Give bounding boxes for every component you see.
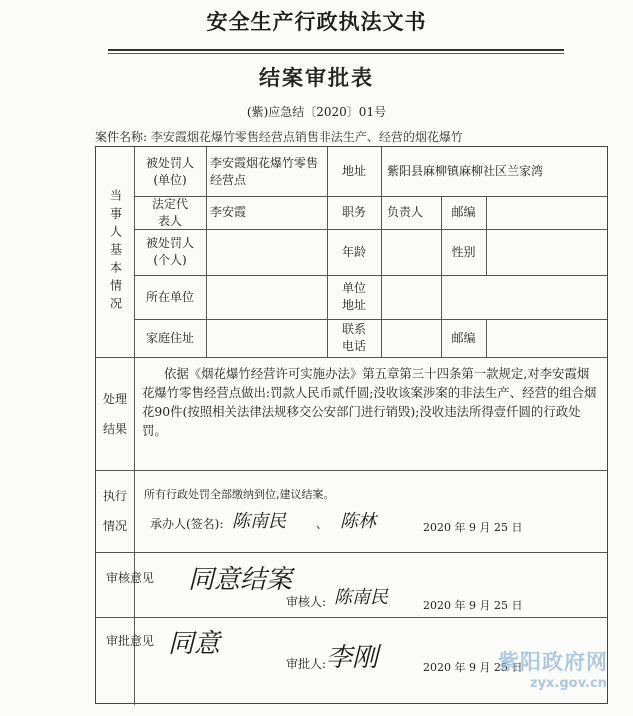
reviewer-label: 审核人: [286, 595, 327, 609]
unit-address-value [381, 275, 609, 319]
home-address-value [206, 319, 327, 357]
workplace-value [206, 275, 327, 319]
legal-rep-value: 李安霞 [210, 205, 247, 219]
phone-label: 联系电话 [341, 322, 366, 353]
party-section-label: 当事人基本情况 [108, 189, 123, 315]
form-title: 结案审批表 [259, 65, 374, 90]
document-header-title: 安全生产行政执法文书 [206, 9, 427, 34]
document-number: (紫)应急结〔2020〕01号 [246, 105, 387, 119]
approval-opinion: 同意 [168, 629, 221, 659]
approver-label: 审批人: [286, 657, 327, 671]
row-divider [96, 470, 607, 471]
review-opinion: 同意结案 [188, 565, 293, 595]
handler-signature-2: 陈林 [340, 511, 376, 532]
position-value: 负责人 [387, 205, 424, 219]
individual-label: 被处罚人(个人) [145, 236, 194, 267]
case-name-row [95, 128, 463, 145]
reviewer-signature: 陈南民 [334, 587, 388, 608]
review-date: 2020 年 9 月 25 日 [423, 599, 523, 612]
execution-label: 执行情况 [102, 489, 127, 533]
unit-address-label: 单位地址 [341, 281, 366, 312]
approver-signature: 李刚 [326, 643, 379, 673]
signature-separator: 、 [316, 517, 329, 531]
postcode-value [486, 196, 609, 229]
row-divider [96, 357, 607, 358]
review-label: 审核意见 [106, 571, 155, 585]
approval-label: 审批意见 [106, 634, 155, 648]
case-name-label: 案件名称: [95, 130, 148, 144]
postcode2-label: 邮编 [451, 330, 476, 345]
execution-text: 所有行政处罚全部缴纳到位,建议结案。 [144, 488, 335, 501]
watermark-logo: 紫阳政府网 [498, 650, 608, 674]
header-rule-thin [108, 53, 564, 54]
execution-date: 2020 年 9 月 25 日 [423, 521, 523, 534]
age-label: 年龄 [341, 244, 366, 259]
address-value: 紫阳县麻柳镇麻柳社区兰家湾 [387, 164, 544, 178]
age-value [381, 229, 441, 275]
postcode2-value [486, 319, 609, 357]
result-label: 处理结果 [102, 391, 127, 436]
postcode-label: 邮编 [451, 205, 476, 219]
individual-value [206, 229, 327, 275]
position-label: 职务 [341, 205, 366, 219]
result-text: 依据《烟花爆竹经营许可实施办法》第五章第三十四条第一款规定,对李安霞烟花爆竹零售经营点做出:罚款人民币贰仟圆;没收该案涉案的非法生产、经营的组合烟花90件(按照相关法律法规移交公安部门进行销毁);没收违法所得壹仟圆的行政处罚。 [142, 366, 597, 438]
approval-table [95, 146, 608, 704]
address-label: 地址 [341, 164, 366, 178]
gender-value [486, 229, 609, 275]
phone-value [381, 319, 441, 357]
penalized-unit-value: 李安霞烟花爆竹零售经营点 [210, 155, 319, 187]
penalized-unit-label: 被处罚人(单位) [145, 155, 194, 187]
watermark-url: zyx.gov.cn [530, 676, 607, 691]
case-name-value: 李安霞烟花爆竹零售经营点销售非法生产、经营的烟花爆竹 [150, 130, 463, 144]
gender-label: 性别 [451, 244, 476, 259]
approval-date: 2020 年 9 月 25 日 [423, 661, 523, 674]
legal-rep-label: 法定代表人 [151, 196, 188, 228]
home-address-label: 家庭住址 [145, 330, 194, 345]
workplace-label: 所在单位 [145, 289, 194, 304]
handler-label: 承办人(签名): [150, 517, 224, 531]
handler-signature-1: 陈南民 [232, 511, 286, 532]
header-rule [108, 49, 564, 51]
